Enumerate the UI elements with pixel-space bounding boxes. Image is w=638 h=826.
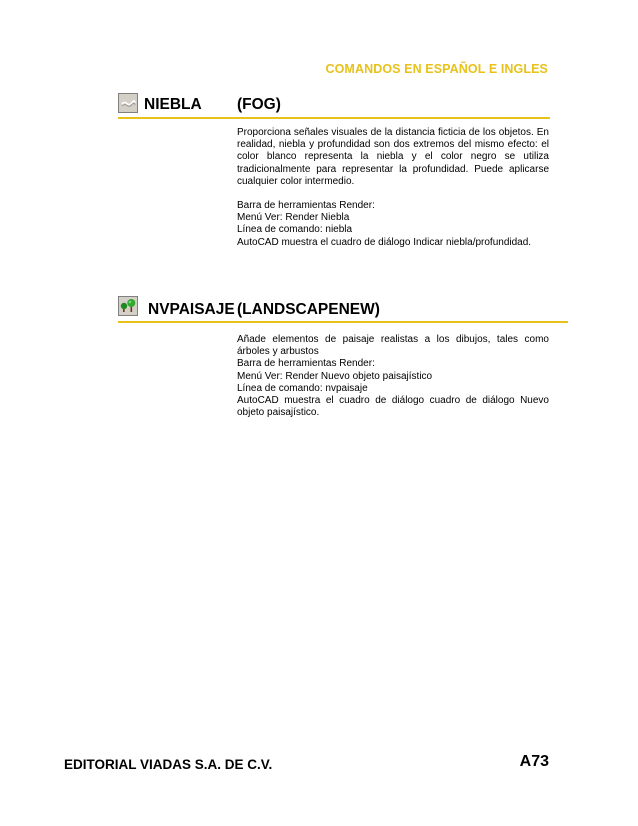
command-description: [237, 127, 549, 249]
fog-icon: [118, 93, 138, 113]
description-line: AutoCAD muestra el cuadro de diálogo Indicar niebla/profundidad.: [237, 236, 532, 248]
description-line: Línea de comando: nvpaisaje: [237, 382, 368, 394]
description-paragraph: Añade elementos de paisaje realistas a los dibujos, tales como árboles y arbustos: [237, 334, 549, 358]
section-divider: [118, 321, 568, 323]
command-name-es: NVPAISAJE: [148, 301, 235, 318]
command-name-es: NIEBLA: [144, 96, 202, 113]
page-header-title: COMANDOS EN ESPAÑOL E INGLES: [325, 62, 548, 76]
footer-page-number: A73: [519, 753, 549, 770]
description-line: Barra de herramientas Render:: [237, 358, 375, 370]
command-name-en: (LANDSCAPENEW): [237, 301, 380, 318]
description-line: Menú Ver: Render Nuevo objeto paisajístico: [237, 370, 433, 382]
section-divider: [118, 117, 550, 119]
command-description: [237, 334, 549, 419]
description-closing: AutoCAD muestra el cuadro de diálogo cuadro de diálogo Nuevo objeto paisajístico.: [237, 395, 549, 419]
description-paragraph: Proporciona señales visuales de la distancia ficticia de los objetos. En realidad, niebla y profundidad son dos extremos del mismo efecto: el color blanco representa la niebla y el color negro se utiliza tradicionalmente para representar la profundidad. Puede aplicarse cualquier color intermedio.: [237, 127, 549, 187]
description-line: Menú Ver: Render Niebla: [237, 212, 350, 224]
footer-publisher: EDITORIAL VIADAS S.A. DE C.V.: [64, 757, 273, 772]
description-line: Línea de comando: niebla: [237, 224, 353, 236]
command-name-en: (FOG): [237, 96, 281, 113]
landscape-tree-icon: [118, 296, 138, 316]
description-line: Barra de herramientas Render:: [237, 200, 375, 212]
